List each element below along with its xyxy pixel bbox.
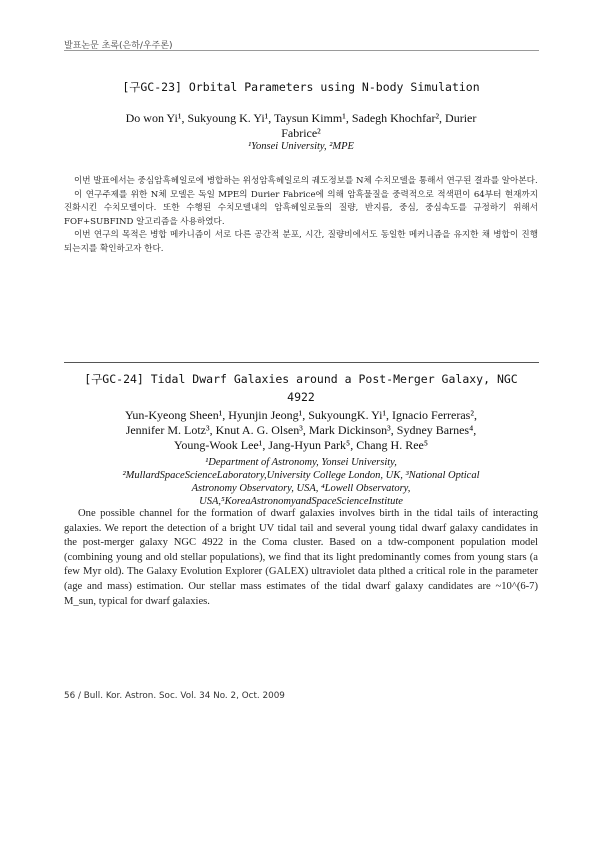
abstract-body-korean [64, 175, 538, 257]
affiliation-list [64, 456, 538, 508]
page-footer: 56 / Bull. Kor. Astron. Soc. Vol. 34 No. 2, Oct. 2009 [64, 691, 285, 701]
author-list [64, 408, 538, 453]
running-header: 발표논문 초록(은하/우주론) [64, 41, 173, 51]
author-line: Fabrice² [281, 126, 321, 140]
abstract-title [64, 370, 538, 406]
paragraph: 이 연구주제를 위한 N체 모델은 독일 MPE의 Durier Fabrice에 의해 암흑물질을 중력적으로 적색편이 64부터 현재까지 진화시킨 수치모델이다. 또한 수행된 수치모델내의 암흑헤일로들의 질량, 반지름, 중심, 중심속도를 규정하기 위해서 FOF+SUBFIND 알고리즘을 사용하였다. [64, 189, 538, 227]
author-line: Do won Yi¹, Sukyoung K. Yi¹, Taysun Kimm¹, Sadegh Khochfar², Durier [125, 111, 477, 125]
affiliation-line: ¹Yonsei University, ²MPE [248, 141, 354, 152]
author-line: Young-Wook Lee¹, Jang-Hyun Park⁵, Chang H. Ree⁵ [173, 438, 429, 452]
section-divider [64, 362, 539, 363]
paragraph: 이번 연구의 목적은 병합 메카니즘이 서로 다른 공간적 분포, 시간, 질량비에서도 동일한 메커니즘을 유지한 채 병합이 진행되는지를 확인하고자 한다. [64, 230, 538, 254]
paragraph: 이번 발표에서는 중심암흑헤일로에 병합하는 위성암흑헤일로의 궤도정보를 N체 수치모델을 통해서 연구된 결과를 알아본다. [74, 176, 538, 186]
header-rule [64, 50, 539, 51]
affiliation-line: USA,⁵KoreaAstronomyandSpaceScienceInstitute [199, 496, 403, 507]
title-line: [구GC-24] Tidal Dwarf Galaxies around a Post-Merger Galaxy, NGC [84, 372, 518, 386]
author-list [64, 111, 538, 141]
abstract-body-english [64, 507, 538, 609]
author-line: Yun-Kyeong Sheen¹, Hyunjin Jeong¹, SukyoungK. Yi¹, Ignacio Ferreras², [125, 408, 477, 422]
affiliation-line: ²MullardSpaceScienceLaboratory,University College London, UK, ³National Optical [122, 470, 480, 481]
title-line: 4922 [287, 390, 315, 404]
paragraph: One possible channel for the formation of dwarf galaxies involves birth in the tidal tails of interacting galaxies. We report the detection of a bright UV tidal tail and several young tidal dwarf galaxy candidates in the post-merger galaxy NGC 4922 in the Coma cluster. Based on a tdw-component population model (combining young and old stellar populations), we find that its light predominantly comes from young stars (a few Myr old). The Galaxy Evolution Explorer (GALEX) ultraviolet data plthed a critical role in the parameter (age and mass) estimation. Our stellar mass estimates of the tidal dwarf galaxy candidates are ~10^(6-7) M_sun, typical for dwarf galaxies. [64, 508, 538, 607]
abstract-title: [구GC-23] Orbital Parameters using N-body Simulation [122, 80, 480, 94]
affiliation-line: Astronomy Observatory, USA, ⁴Lowell Observatory, [191, 483, 411, 494]
author-line: Jennifer M. Lotz³, Knut A. G. Olsen³, Mark Dickinson³, Sydney Barnes⁴, [125, 423, 477, 437]
affiliation-line: ¹Department of Astronomy, Yonsei University, [205, 457, 397, 468]
